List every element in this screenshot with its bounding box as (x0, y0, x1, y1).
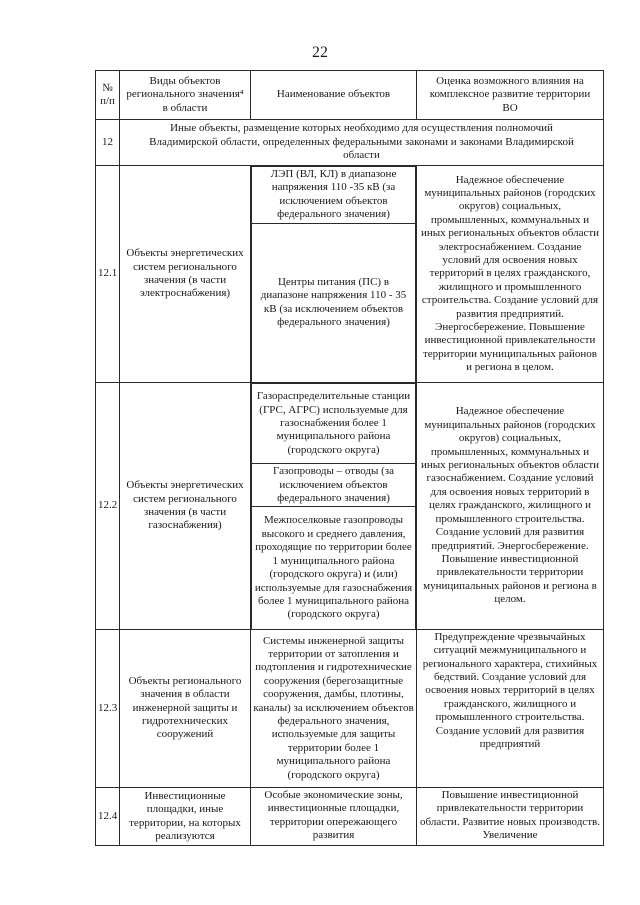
object-names (251, 383, 417, 630)
object-type: Объекты энергетических систем регионального значения (в части электроснабжения) (120, 166, 251, 383)
impact-text: Надежное обеспечение муниципальных районов (городских округов) социальных, промышленных, коммунальных и иных региональных объектов области электроснабжением. Создание условий для освоения новых территорий в целях гражданского, жилищного и промышленного строительства. Создание условий для развития предприятий. Энергосбережение. Повышение инвестиционной привлекательности территории муниципальных районов и региона в целом. (417, 166, 604, 383)
object-name-item: Межпоселковые газопроводы высокого и среднего давления, проходящие по территории более 1 муниципального района (городского округа) и (или) используемые для газоснабжения более 1 муниципального района (городского округа) (252, 507, 416, 629)
object-type: Объекты регионального значения в области инженерной защиты и гидротехнических сооружений (120, 629, 251, 787)
section-row (96, 120, 604, 166)
row-num: 12.2 (96, 383, 120, 630)
object-name-item: Газопроводы – отводы (за исключением объектов федерального значения) (252, 464, 416, 507)
object-names (251, 166, 417, 383)
table-row (96, 383, 604, 630)
table-row (96, 787, 604, 846)
table-header-row (96, 71, 604, 120)
impact-text: Надежное обеспечение муниципальных районов (городских округов) социальных, промышленных, коммунальных и иных региональных объектов области газоснабжением. Создание условий для освоения новых территорий в целях гражданского, жилищного и промышленного строительства. Создание условий для развития предприятий. Энергосбережение. Повышение инвестиционной привлекательности территории муниципальных районов и региона в целом. (417, 383, 604, 630)
header-impact: Оценка возможного влияния на комплексное развитие территории ВО (417, 71, 604, 120)
header-num: № п/п (96, 71, 120, 120)
section-title: Иные объекты, размещение которых необходимо для осуществления полномочий Владимирской области, определенных федеральными законами и законами Владимирской области (120, 120, 604, 166)
object-name-item: ЛЭП (ВЛ, КЛ) в диапазоне напряжения 110 -35 кВ (за исключением объектов федерального значения) (252, 167, 416, 224)
row-num: 12.4 (96, 787, 120, 846)
section-num: 12 (96, 120, 120, 166)
objects-table (95, 70, 604, 846)
object-type: Объекты энергетических систем регионального значения (в части газоснабжения) (120, 383, 251, 630)
header-names: Наименование объектов (251, 71, 417, 120)
row-num: 12.3 (96, 629, 120, 787)
object-name-item: Особые экономические зоны, инвестиционные площадки, территории опережающего развития (251, 787, 417, 846)
object-name-item: Центры питания (ПС) в диапазоне напряжения 110 - 35 кВ (за исключением объектов федерального значения) (252, 223, 416, 382)
table-row (96, 629, 604, 787)
page-number: 22 (312, 44, 328, 61)
impact-text: Повышение инвестиционной привлекательности территории области. Развитие новых производств. Увеличение (417, 787, 604, 846)
object-name-item: Газораспределительные станции (ГРС, АГРС) используемые для газоснабжения более 1 муниципального района (городского округа) (252, 384, 416, 464)
impact-text: Предупреждение чрезвычайных ситуаций межмуниципального и регионального характера, стихийных бедствий. Создание условий для освоения новых территорий в целях гражданского, жилищного и промышленного строительства. Создание условий для развития предприятий (417, 629, 604, 787)
object-type: Инвестиционные площадки, иные территории, на которых реализуются (120, 787, 251, 846)
object-name-item: Системы инженерной защиты территории от затопления и подтопления и гидротехнические сооружения (берегозащитные сооружения, дамбы, плотины, каналы) за исключением объектов федерального значения, используемые для защиты территории более 1 муниципального района (городского округа) (251, 629, 417, 787)
row-num: 12.1 (96, 166, 120, 383)
header-types: Виды объектов регионального значения⁴ в области (120, 71, 251, 120)
table-row (96, 166, 604, 383)
